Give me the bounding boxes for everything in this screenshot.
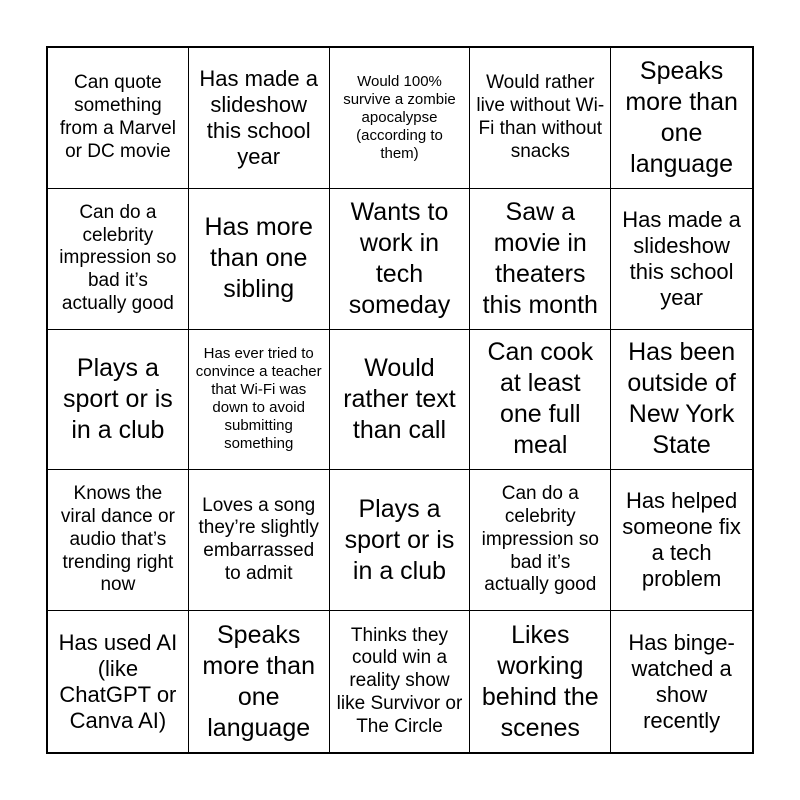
bingo-cell[interactable]	[330, 611, 471, 752]
bingo-cell[interactable]	[48, 48, 189, 189]
bingo-cell-text: Has helped someone fix a tech problem	[622, 488, 741, 592]
bingo-cell-text: Can do a celebrity impression so bad it’s actually good	[481, 483, 599, 596]
bingo-cell[interactable]	[189, 470, 330, 611]
bingo-cell[interactable]	[611, 189, 752, 330]
bingo-cell[interactable]	[48, 330, 189, 471]
bingo-cell[interactable]	[189, 611, 330, 752]
bingo-cell-text: Speaks more than one language	[625, 56, 738, 178]
bingo-cell[interactable]	[330, 470, 471, 611]
bingo-cell[interactable]	[48, 189, 189, 330]
bingo-cell-text: Would 100% survive a zombie apocalypse (according to them)	[343, 72, 456, 162]
bingo-cell-text: Has used AI (like ChatGPT or Canva AI)	[58, 629, 178, 733]
bingo-cell-text: Saw a movie in theaters this month	[482, 197, 598, 319]
bingo-cell-text: Thinks they could win a reality show like Survivor or The Circle	[336, 624, 463, 737]
bingo-cell-text: Can quote something from a Marvel or DC movie	[59, 72, 176, 162]
bingo-cell-text: Has more than one sibling	[204, 213, 313, 304]
bingo-cell-text: Has made a slideshow this school year	[622, 206, 741, 310]
bingo-cell[interactable]	[470, 470, 611, 611]
bingo-cell[interactable]	[470, 48, 611, 189]
bingo-cell-text: Knows the viral dance or audio that’s trending right now	[60, 483, 175, 596]
bingo-cell[interactable]	[189, 48, 330, 189]
bingo-cell[interactable]	[48, 611, 189, 752]
bingo-cell-text: Wants to work in tech someday	[348, 197, 451, 319]
bingo-cell[interactable]	[611, 48, 752, 189]
bingo-cell-text: Has been outside of New York State	[627, 338, 736, 460]
bingo-cell[interactable]	[189, 189, 330, 330]
bingo-board	[46, 46, 754, 754]
bingo-cell[interactable]	[611, 611, 752, 752]
bingo-cell-text: Would rather text than call	[343, 353, 456, 444]
bingo-cell-text: Can do a celebrity impression so bad it’s actually good	[59, 201, 177, 314]
bingo-cell-text: Has ever tried to convince a teacher that Wi-Fi was down to avoid submitting something	[195, 345, 322, 453]
bingo-cell[interactable]	[470, 189, 611, 330]
bingo-cell-text: Has made a slideshow this school year	[199, 65, 318, 169]
bingo-cell[interactable]	[189, 330, 330, 471]
bingo-cell[interactable]	[611, 470, 752, 611]
bingo-cell-text: Plays a sport or is in a club	[63, 353, 173, 444]
bingo-cell[interactable]	[330, 48, 471, 189]
bingo-cell-text: Loves a song they’re slightly embarrassed to admit	[198, 494, 319, 585]
bingo-cell[interactable]	[611, 330, 752, 471]
bingo-cell-text: Plays a sport or is in a club	[344, 494, 455, 585]
bingo-cell-text: Has binge-watched a show recently	[628, 629, 735, 733]
bingo-cell[interactable]	[470, 611, 611, 752]
bingo-cell[interactable]	[48, 470, 189, 611]
bingo-cell-text: Likes working behind the scenes	[481, 620, 599, 742]
bingo-cell[interactable]	[470, 330, 611, 471]
bingo-cell[interactable]	[330, 330, 471, 471]
bingo-cell-text: Can cook at least one full meal	[487, 338, 594, 460]
bingo-cell-text: Would rather live without Wi-Fi than without snacks	[476, 72, 605, 162]
bingo-cell[interactable]	[330, 189, 471, 330]
bingo-cell-text: Speaks more than one language	[202, 620, 315, 742]
